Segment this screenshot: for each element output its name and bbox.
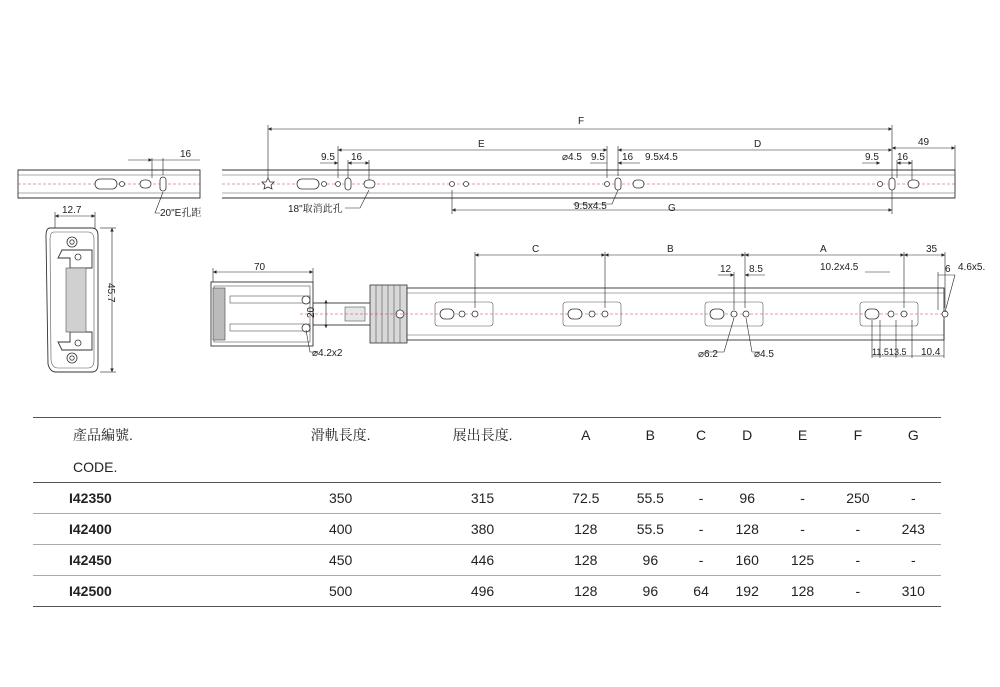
table-row bbox=[33, 576, 941, 607]
cell: 500 bbox=[270, 576, 412, 607]
cell: 96 bbox=[720, 483, 775, 514]
header-product-code: 產品編號. bbox=[33, 418, 270, 453]
cell: - bbox=[775, 483, 830, 514]
cell: 96 bbox=[618, 576, 683, 607]
dim-E: E bbox=[478, 139, 485, 150]
cell: 400 bbox=[270, 514, 412, 545]
spacing-note: 20"E孔距 bbox=[160, 208, 202, 219]
table-row bbox=[33, 483, 941, 514]
dim-20: 20 bbox=[306, 306, 317, 318]
cell: - bbox=[886, 545, 941, 576]
cell: 128 bbox=[775, 576, 830, 607]
dim-phi4-5-top: ⌀4.5 bbox=[562, 152, 582, 163]
spec-table bbox=[33, 417, 941, 607]
dim-slot-10-2x4-5: 10.2x4.5 bbox=[820, 262, 859, 273]
dim-16-mid: 16 bbox=[622, 152, 634, 163]
dim-phi4-5-bottom: ⌀4.5 bbox=[754, 349, 774, 360]
dim-A: A bbox=[820, 244, 827, 255]
cell: 250 bbox=[830, 483, 885, 514]
cell: 310 bbox=[886, 576, 941, 607]
cell: 64 bbox=[683, 576, 720, 607]
table-row bbox=[33, 514, 941, 545]
cancel-hole-note: 18"取消此孔 bbox=[288, 204, 343, 215]
cell: - bbox=[830, 545, 885, 576]
dim-C: C bbox=[532, 244, 540, 255]
header-B: B bbox=[618, 418, 683, 453]
header-E: E bbox=[775, 418, 830, 453]
cell: 125 bbox=[775, 545, 830, 576]
dim-10-4: 10.4 bbox=[921, 347, 941, 358]
cell: - bbox=[683, 483, 720, 514]
cell: 55.5 bbox=[618, 483, 683, 514]
cell: - bbox=[775, 514, 830, 545]
dim-12-7: 12.7 bbox=[62, 205, 82, 216]
dim-70: 70 bbox=[254, 262, 266, 273]
header-G: G bbox=[886, 418, 941, 453]
cell: - bbox=[830, 514, 885, 545]
cell-code: I42450 bbox=[33, 545, 270, 576]
cell-code: I42400 bbox=[33, 514, 270, 545]
dim-45-7: 45.7 bbox=[105, 283, 116, 303]
dim-12: 12 bbox=[720, 264, 732, 275]
cell-code: I42500 bbox=[33, 576, 270, 607]
cell: 128 bbox=[554, 514, 619, 545]
table-row bbox=[33, 545, 941, 576]
cell: 128 bbox=[554, 545, 619, 576]
cell: 450 bbox=[270, 545, 412, 576]
cell: 243 bbox=[886, 514, 941, 545]
dim-phi4-2x2: ⌀4.2x2 bbox=[312, 348, 343, 359]
header-code-label: CODE. bbox=[73, 459, 118, 475]
dim-slot-bottom: 9.5x4.5 bbox=[574, 201, 607, 212]
dim-slot-9-5x4-5: 9.5x4.5 bbox=[645, 152, 678, 163]
dim-B: B bbox=[667, 244, 674, 255]
dim-11-5: 11.5 bbox=[872, 347, 889, 357]
cell: 315 bbox=[412, 483, 554, 514]
dim-6: 6 bbox=[945, 264, 951, 275]
header-F: F bbox=[830, 418, 885, 453]
cell: 496 bbox=[412, 576, 554, 607]
dim-49: 49 bbox=[918, 137, 930, 148]
dim-G: G bbox=[668, 203, 676, 214]
dim-D: D bbox=[754, 139, 762, 150]
header-C: C bbox=[683, 418, 720, 453]
dim-16-left: 16 bbox=[351, 152, 363, 163]
cell: 192 bbox=[720, 576, 775, 607]
cell: 350 bbox=[270, 483, 412, 514]
dim-4-6x5: 4.6x5. bbox=[958, 262, 986, 273]
cell: 55.5 bbox=[618, 514, 683, 545]
dim-9-5-mid: 9.5 bbox=[591, 152, 605, 163]
header-A: A bbox=[554, 418, 619, 453]
dim-phi6-2: ⌀6.2 bbox=[698, 349, 718, 360]
cell: 128 bbox=[554, 576, 619, 607]
dim-35: 35 bbox=[926, 244, 938, 255]
dim-left-16: 16 bbox=[180, 149, 192, 160]
header-D: D bbox=[720, 418, 775, 453]
cell: 72.5 bbox=[554, 483, 619, 514]
cell: - bbox=[683, 545, 720, 576]
dim-9-5-left: 9.5 bbox=[321, 152, 335, 163]
table-subheader-row bbox=[33, 452, 941, 483]
table-header-row bbox=[33, 418, 941, 453]
dim-13-5: 13.5 bbox=[889, 347, 907, 357]
dim-16-right: 16 bbox=[897, 152, 909, 163]
cell-code: I42350 bbox=[33, 483, 270, 514]
cell: 446 bbox=[412, 545, 554, 576]
cell: - bbox=[830, 576, 885, 607]
cell: - bbox=[683, 514, 720, 545]
cell: 160 bbox=[720, 545, 775, 576]
cell: 96 bbox=[618, 545, 683, 576]
header-extension-length: 展出長度. bbox=[412, 418, 554, 453]
cell: - bbox=[886, 483, 941, 514]
left-rail-end-view bbox=[18, 158, 200, 213]
dim-9-5-right: 9.5 bbox=[865, 152, 879, 163]
cell: 128 bbox=[720, 514, 775, 545]
dim-8-5: 8.5 bbox=[749, 264, 763, 275]
header-rail-length: 滑軌長度. bbox=[270, 418, 412, 453]
dim-F: F bbox=[578, 116, 585, 127]
cell: 380 bbox=[412, 514, 554, 545]
